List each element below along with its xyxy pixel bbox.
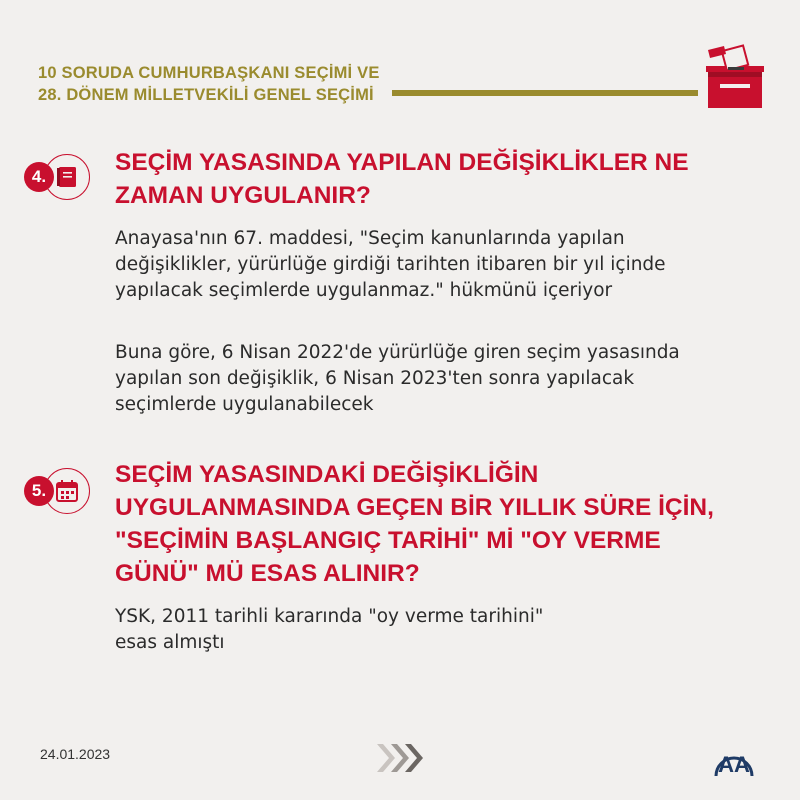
book-icon — [54, 164, 80, 190]
answer-line: değişiklikler, yürürlüğe girdiği tarihten itibaren bir yıl içinde — [115, 254, 666, 275]
question-number: 5. — [24, 476, 54, 506]
question-5-line-1: SEÇİM YASASINDAKİ DEĞİŞİKLİĞİN — [115, 461, 539, 488]
question-4-answer-1 — [115, 226, 666, 304]
answer-line: YSK, 2011 tarihli kararında "oy verme tarihini" — [115, 606, 544, 627]
answer-line: yapılan son değişiklik, 6 Nisan 2023'ten sonra yapılacak — [115, 368, 635, 389]
question-4-answer-2 — [115, 340, 680, 418]
answer-line: yapılacak seçimlerde uygulanmaz." hükmünü içeriyor — [115, 280, 613, 301]
anadolu-agency-logo — [710, 736, 758, 778]
question-4-badge — [24, 156, 90, 200]
question-5-line-2: UYGULANMASINDA GEÇEN BİR YILLIK SÜRE İÇİN, — [115, 494, 714, 521]
question-5-line-3: "SEÇİMİN BAŞLANGIÇ TARİHİ" Mİ "OY VERME — [115, 527, 661, 554]
svg-text:AA: AA — [718, 752, 750, 777]
question-4-line-1: SEÇİM YASASINDA YAPILAN DEĞİŞİKLİKLER NE — [115, 149, 689, 176]
question-number: 4. — [24, 162, 54, 192]
header-divider — [392, 90, 698, 96]
triple-chevron-right-icon — [375, 740, 427, 776]
ballot-box-icon — [700, 40, 770, 110]
answer-line: Buna göre, 6 Nisan 2022'de yürürlüğe giren seçim yasasında — [115, 342, 680, 363]
question-5-title — [115, 458, 714, 590]
question-5-line-4: GÜNÜ" MÜ ESAS ALINIR? — [115, 560, 420, 587]
header-title — [38, 62, 398, 106]
question-4-line-2: ZAMAN UYGULANIR? — [115, 182, 371, 209]
publish-date: 24.01.2023 — [40, 746, 111, 762]
answer-line: seçimlerde uygulanabilecek — [115, 394, 374, 415]
question-4-title — [115, 146, 689, 212]
answer-line: esas almıştı — [115, 632, 225, 653]
answer-line: Anayasa'nın 67. maddesi, "Seçim kanunlarında yapılan — [115, 228, 625, 249]
question-5-badge — [24, 470, 90, 514]
header-title-line-1: 10 SORUDA CUMHURBAŞKANI SEÇİMİ VE — [38, 64, 380, 82]
calendar-icon — [54, 478, 80, 504]
question-5-answer — [115, 604, 543, 656]
header-title-line-2: 28. DÖNEM MİLLETVEKİLİ GENEL SEÇİMİ — [38, 86, 374, 104]
